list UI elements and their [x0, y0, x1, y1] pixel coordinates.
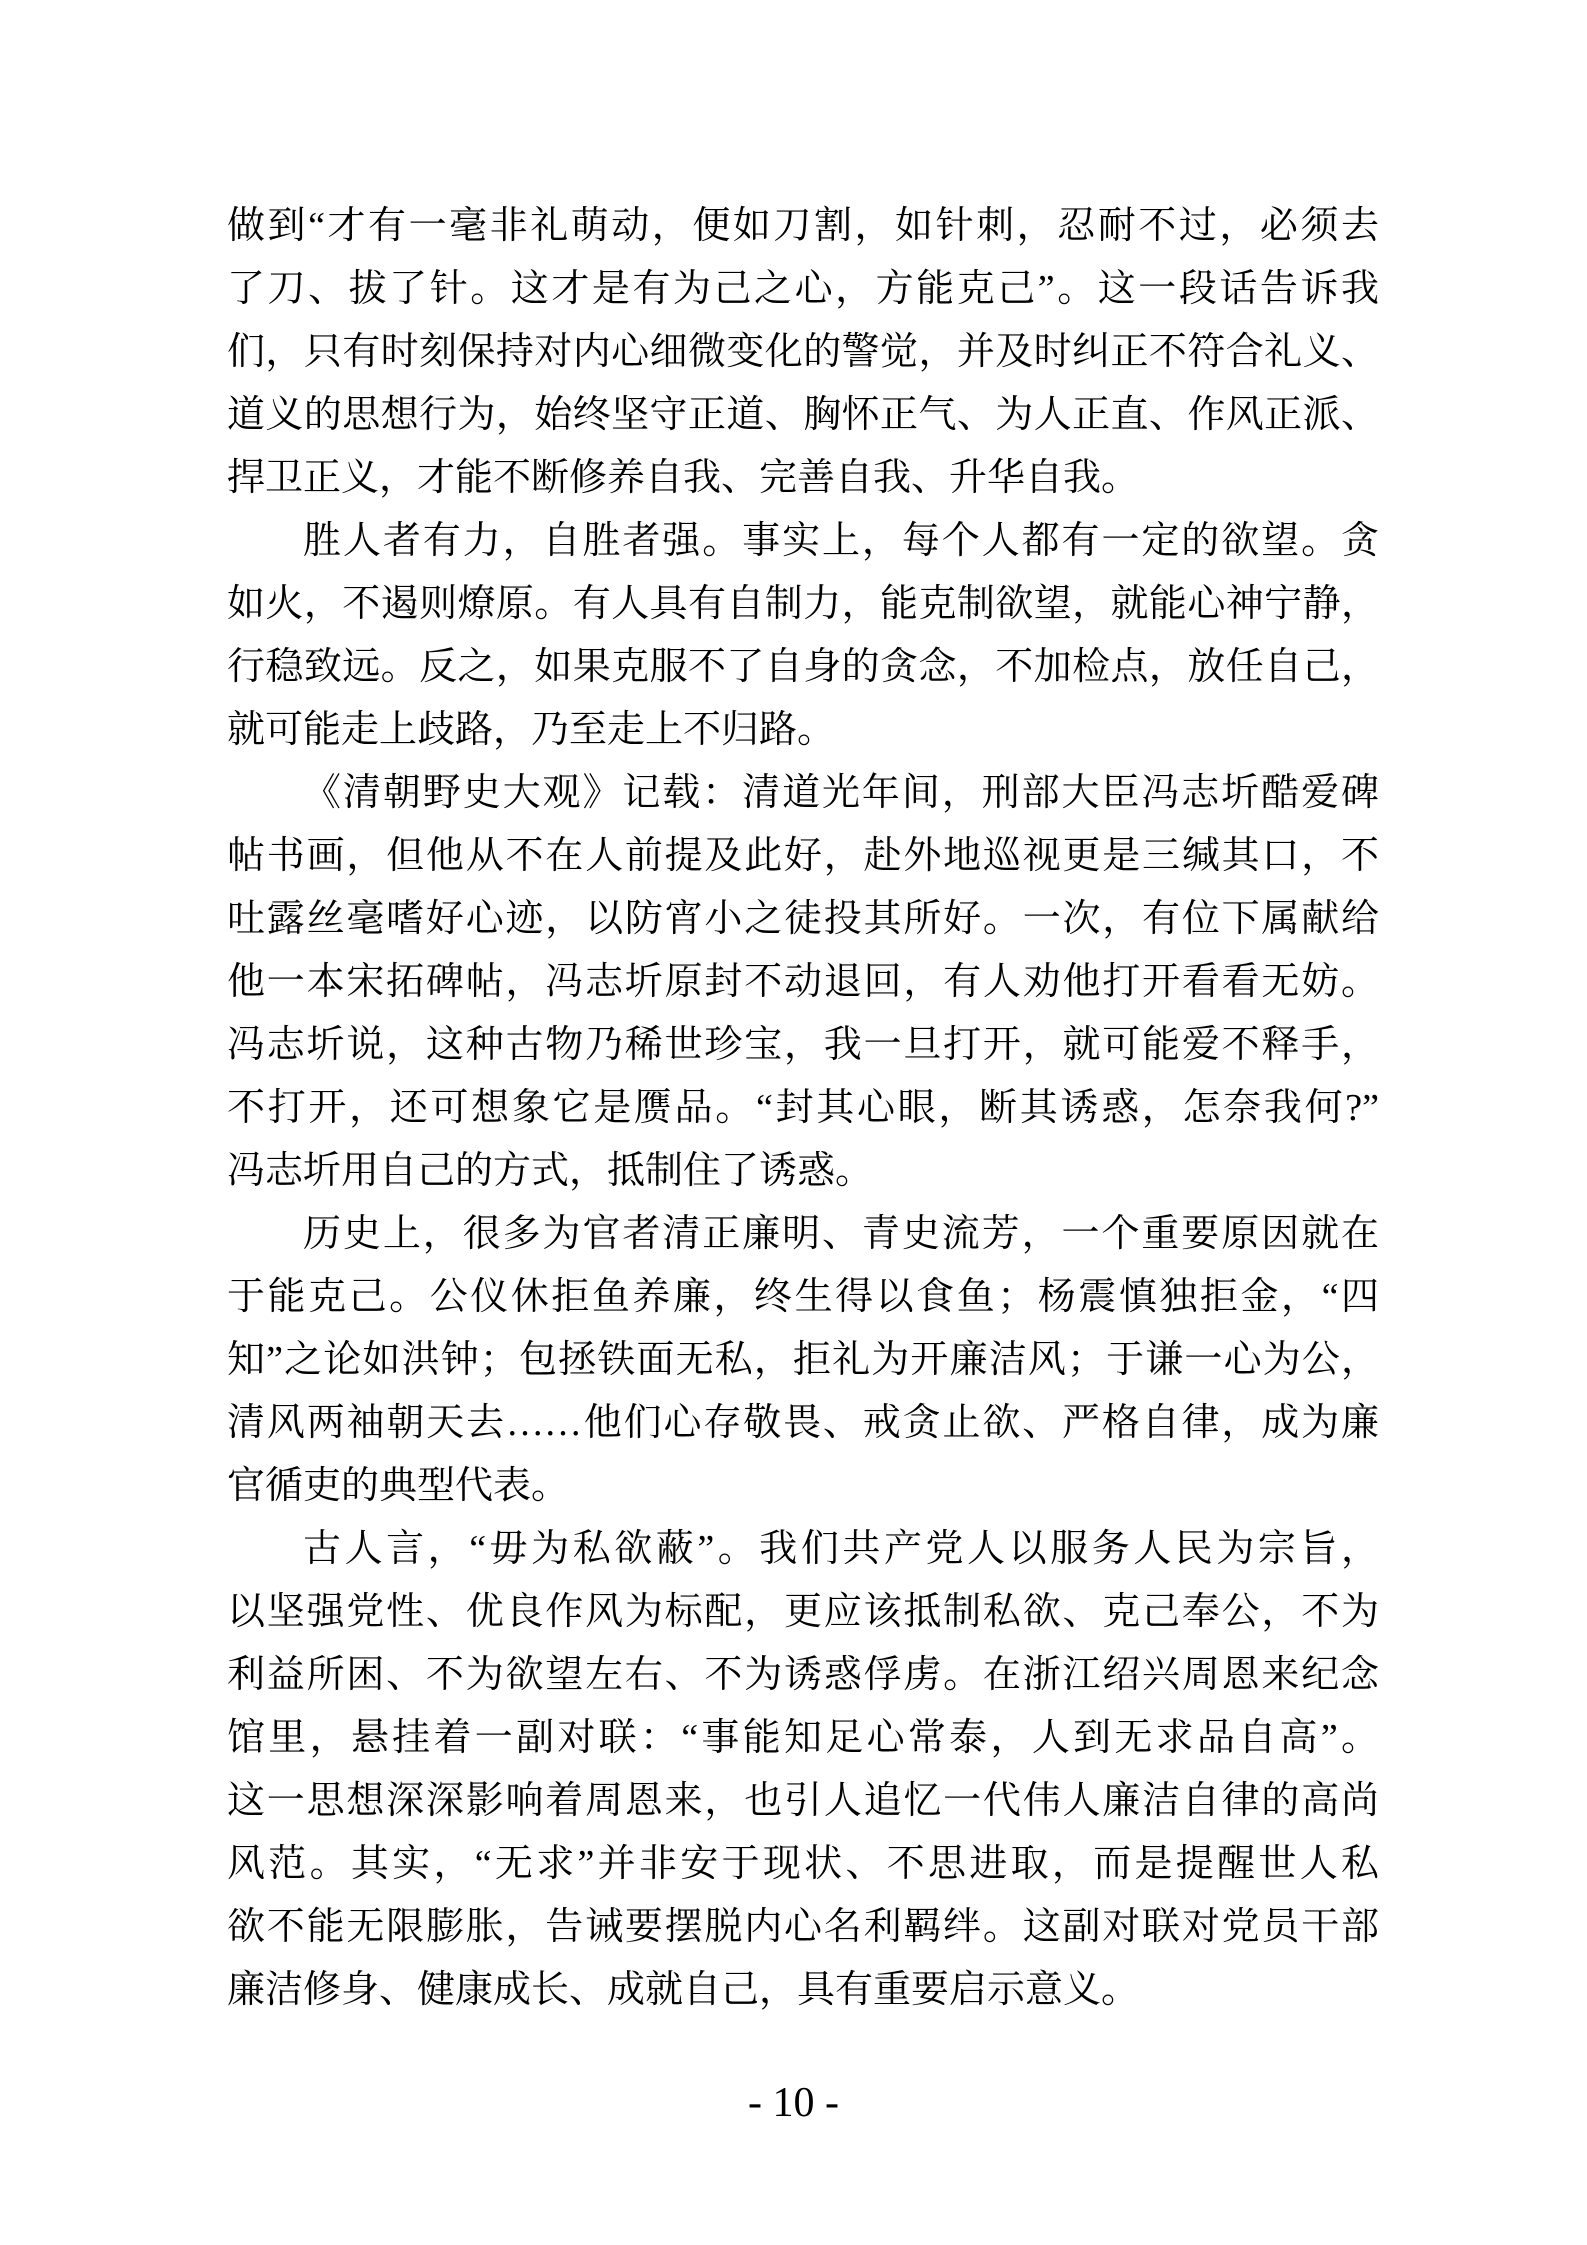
text-line: 廉洁修身、健康成长、成就自己，具有重要启示意义。 [227, 1969, 1140, 2011]
text-line: 做到“才有一毫非礼萌动，便如刀割，如针刺，忍耐不过，必须去 [227, 205, 1379, 247]
document-body [227, 195, 1379, 2022]
text-line: 这一思想深深影响着周恩来，也引人追忆一代伟人廉洁自律的高尚 [227, 1780, 1379, 1822]
text-line: 胜人者有力，自胜者强。事实上，每个人都有一定的欲望。贪 [303, 520, 1379, 562]
text-line: 帖书画，但他从不在人前提及此好，赴外地巡视更是三缄其口，不 [227, 835, 1379, 877]
paragraph [227, 510, 1379, 762]
text-line: 冯志圻说，这种古物乃稀世珍宝，我一旦打开，就可能爱不释手， [227, 1024, 1379, 1066]
text-line: 们，只有时刻保持对内心细微变化的警觉，并及时纠正不符合礼义、 [227, 331, 1379, 373]
paragraph [227, 1203, 1379, 1518]
text-line: 《清朝野史大观》记载：清道光年间，刑部大臣冯志圻酷爱碑 [303, 772, 1379, 814]
text-line: 知”之论如洪钟；包拯铁面无私，拒礼为开廉洁风；于谦一心为公， [227, 1339, 1379, 1381]
text-line: 他一本宋拓碑帖，冯志圻原封不动退回，有人劝他打开看看无妨。 [227, 961, 1379, 1003]
text-line: 欲不能无限膨胀，告诫要摆脱内心名利羁绊。这副对联对党员干部 [227, 1906, 1379, 1948]
text-line: 于能克己。公仪休拒鱼养廉，终生得以食鱼；杨震慎独拒金，“四 [227, 1276, 1379, 1318]
text-line: 古人言，“毋为私欲蔽”。我们共产党人以服务人民为宗旨， [303, 1528, 1379, 1570]
text-line: 官循吏的典型代表。 [227, 1465, 570, 1507]
text-line: 清风两袖朝天去……他们心存敬畏、戒贪止欲、严格自律，成为廉 [227, 1402, 1379, 1444]
page-number: - 10 - [748, 2080, 839, 2126]
paragraph [227, 762, 1379, 1203]
text-line: 风范。其实，“无求”并非安于现状、不思进取，而是提醒世人私 [227, 1843, 1379, 1885]
paragraph [227, 195, 1379, 510]
text-line: 馆里，悬挂着一副对联：“事能知足心常泰，人到无求品自高”。 [227, 1717, 1379, 1759]
text-line: 行稳致远。反之，如果克服不了自身的贪念，不加检点，放任自己， [227, 646, 1379, 688]
text-line: 道义的思想行为，始终坚守正道、胸怀正气、为人正直、作风正派、 [227, 394, 1379, 436]
text-line: 就可能走上歧路，乃至走上不归路。 [227, 709, 836, 751]
text-line: 历史上，很多为官者清正廉明、青史流芳，一个重要原因就在 [303, 1213, 1379, 1255]
paragraph [227, 1518, 1379, 2022]
text-line: 以坚强党性、优良作风为标配，更应该抵制私欲、克己奉公，不为 [227, 1591, 1379, 1633]
text-line: 冯志圻用自己的方式，抵制住了诱惑。 [227, 1150, 874, 1192]
text-line: 如火，不遏则燎原。有人具有自制力，能克制欲望，就能心神宁静， [227, 583, 1379, 625]
text-line: 吐露丝毫嗜好心迹，以防宵小之徒投其所好。一次，有位下属献给 [227, 898, 1379, 940]
text-line: 了刀、拔了针。这才是有为己之心，方能克己”。这一段话告诉我 [227, 268, 1379, 310]
text-line: 利益所困、不为欲望左右、不为诱惑俘虏。在浙江绍兴周恩来纪念 [227, 1654, 1379, 1696]
text-line: 不打开，还可想象它是赝品。“封其心眼，断其诱惑，怎奈我何?” [227, 1087, 1379, 1129]
text-line: 捍卫正义，才能不断修养自我、完善自我、升华自我。 [227, 457, 1140, 499]
